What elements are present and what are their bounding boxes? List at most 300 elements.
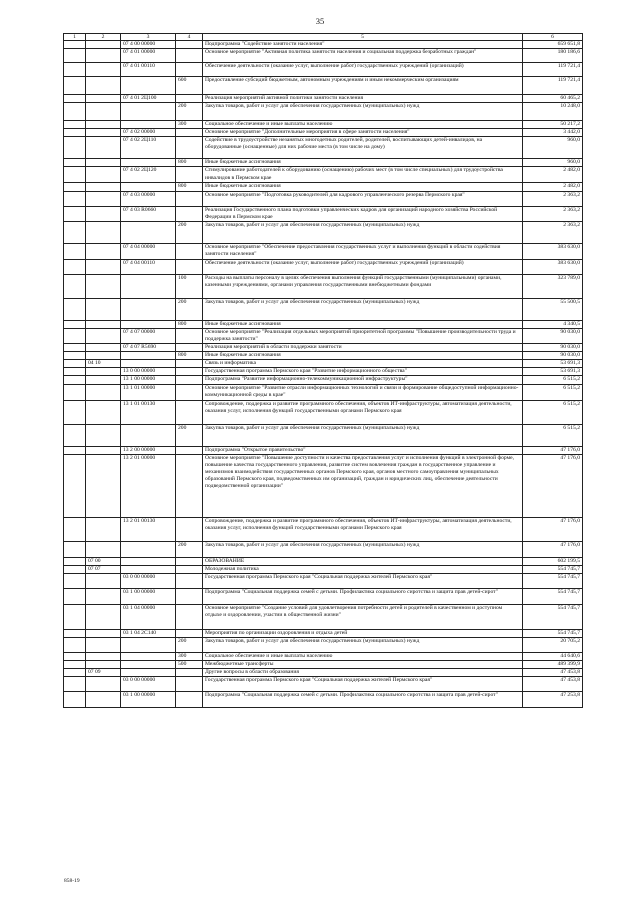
- razdel-cell: [64, 298, 86, 320]
- amount-cell: 119 721,4: [523, 63, 583, 77]
- razdel-cell: [64, 183, 86, 191]
- target-code-cell: 13 0 00 00000: [121, 368, 176, 376]
- podrazdel-cell: [86, 637, 121, 652]
- description-cell: Подпрограмма "Содействие занятости населения": [203, 41, 523, 49]
- podrazdel-cell: [86, 121, 121, 129]
- expense-type-cell: 200: [176, 424, 203, 446]
- podrazdel-cell: [86, 159, 121, 167]
- description-cell: Обеспечение деятельности (оказание услуг, выполнение работ) государственных учреждений (организаций): [203, 259, 523, 274]
- description-cell: Предоставление субсидий бюджетным, автономным учреждениям и иным некоммерческим организациям: [203, 77, 523, 95]
- description-cell: Обеспечение деятельности (оказание услуг, выполнение работ) государственных учреждений (организаций): [203, 63, 523, 77]
- table-row: [64, 565, 583, 573]
- expense-type-cell: [176, 517, 203, 541]
- podrazdel-cell: [86, 221, 121, 243]
- table-row: [64, 424, 583, 446]
- podrazdel-cell: [86, 541, 121, 557]
- razdel-cell: [64, 221, 86, 243]
- header-col-2: 2: [86, 34, 121, 41]
- description-cell: Подпрограмма "Социальная поддержка семей с детьми. Профилактика социального сиротства и защита прав детей-сирот": [203, 588, 523, 604]
- expense-type-cell: 600: [176, 77, 203, 95]
- razdel-cell: [64, 137, 86, 159]
- amount-cell: 383 630,0: [523, 259, 583, 274]
- razdel-cell: [64, 541, 86, 557]
- target-code-cell: 03 1 04 00000: [121, 604, 176, 629]
- expense-type-cell: 800: [176, 320, 203, 328]
- podrazdel-cell: [86, 677, 121, 692]
- amount-cell: 47 176,0: [523, 541, 583, 557]
- podrazdel-cell: 07 07: [86, 565, 121, 573]
- target-code-cell: [121, 424, 176, 446]
- razdel-cell: [64, 344, 86, 352]
- razdel-cell: [64, 352, 86, 360]
- expense-type-cell: [176, 49, 203, 63]
- target-code-cell: 07 4 00 00000: [121, 41, 176, 49]
- expense-type-cell: [176, 669, 203, 677]
- podrazdel-cell: [86, 517, 121, 541]
- podrazdel-cell: [86, 454, 121, 517]
- amount-cell: 2 363,2: [523, 206, 583, 221]
- razdel-cell: [64, 274, 86, 298]
- description-cell: Закупка товаров, работ и услуг для обеспечения государственных (муниципальных) нужд: [203, 637, 523, 652]
- target-code-cell: [121, 103, 176, 121]
- table-row: [64, 384, 583, 400]
- razdel-cell: [64, 320, 86, 328]
- table-row: [64, 320, 583, 328]
- description-cell: Основное мероприятие "Создание условий для удовлетворения потребности детей и родителей в качественном и доступном отдыхе и оздоровлении, участии в общественной жизни": [203, 604, 523, 629]
- amount-cell: 6 515,2: [523, 400, 583, 424]
- expense-type-cell: [176, 191, 203, 206]
- target-code-cell: 13 2 00 00000: [121, 446, 176, 454]
- amount-cell: 2 363,2: [523, 221, 583, 243]
- razdel-cell: [64, 191, 86, 206]
- podrazdel-cell: [86, 376, 121, 384]
- target-code-cell: 07 4 04 00110: [121, 259, 176, 274]
- amount-cell: 602 199,5: [523, 557, 583, 565]
- podrazdel-cell: [86, 588, 121, 604]
- target-code-cell: [121, 77, 176, 95]
- amount-cell: 554 745,7: [523, 565, 583, 573]
- amount-cell: 47 453,8: [523, 669, 583, 677]
- description-cell: Основное мероприятие "Дополнительные мероприятия в сфере занятости населения": [203, 129, 523, 137]
- amount-cell: 47 453,8: [523, 677, 583, 692]
- razdel-cell: [64, 63, 86, 77]
- expense-type-cell: [176, 400, 203, 424]
- podrazdel-cell: [86, 320, 121, 328]
- target-code-cell: [121, 320, 176, 328]
- table-row: [64, 63, 583, 77]
- target-code-cell: [121, 298, 176, 320]
- podrazdel-cell: [86, 191, 121, 206]
- description-cell: Основное мероприятие "Обеспечение предоставления государственных услуг и выполнения функций в области содействия занятости населения": [203, 243, 523, 259]
- target-code-cell: 13 1 01 00130: [121, 400, 176, 424]
- amount-cell: 53 691,3: [523, 360, 583, 368]
- expense-type-cell: [176, 137, 203, 159]
- podrazdel-cell: 07 00: [86, 557, 121, 565]
- razdel-cell: [64, 588, 86, 604]
- razdel-cell: [64, 604, 86, 629]
- expense-type-cell: [176, 206, 203, 221]
- table-row: [64, 274, 583, 298]
- table-row: [64, 344, 583, 352]
- expense-type-cell: [176, 446, 203, 454]
- expense-type-cell: [176, 384, 203, 400]
- target-code-cell: 07 4 03 00000: [121, 191, 176, 206]
- razdel-cell: [64, 121, 86, 129]
- razdel-cell: [64, 517, 86, 541]
- expense-type-cell: [176, 360, 203, 368]
- amount-cell: 3 442,0: [523, 129, 583, 137]
- table-row: [64, 41, 583, 49]
- target-code-cell: [121, 183, 176, 191]
- razdel-cell: [64, 41, 86, 49]
- amount-cell: 90 030,0: [523, 352, 583, 360]
- description-cell: Реализация мероприятий активной политики занятости населения: [203, 95, 523, 103]
- header-col-4: 4: [176, 34, 203, 41]
- amount-cell: 90 030,0: [523, 344, 583, 352]
- target-code-cell: [121, 660, 176, 668]
- table-row: [64, 259, 583, 274]
- target-code-cell: [121, 221, 176, 243]
- description-cell: Подпрограмма "Открытое правительство": [203, 446, 523, 454]
- amount-cell: 10 248,0: [523, 103, 583, 121]
- amount-cell: 554 745,7: [523, 588, 583, 604]
- description-cell: ОБРАЗОВАНИЕ: [203, 557, 523, 565]
- podrazdel-cell: [86, 274, 121, 298]
- podrazdel-cell: [86, 629, 121, 637]
- target-code-cell: [121, 669, 176, 677]
- expense-type-cell: [176, 368, 203, 376]
- expense-type-cell: [176, 259, 203, 274]
- description-cell: Иные бюджетные ассигнования: [203, 352, 523, 360]
- expense-type-cell: [176, 376, 203, 384]
- table-row: [64, 669, 583, 677]
- description-cell: Подпрограмма "Развитие информационно-телекоммуникационной инфраструктуры": [203, 376, 523, 384]
- target-code-cell: [121, 565, 176, 573]
- expense-type-cell: [176, 167, 203, 183]
- razdel-cell: [64, 328, 86, 343]
- razdel-cell: [64, 669, 86, 677]
- target-code-cell: 07 4 01 2Ц100: [121, 95, 176, 103]
- expense-type-cell: 300: [176, 652, 203, 660]
- target-code-cell: 13 2 01 00000: [121, 454, 176, 517]
- table-row: [64, 368, 583, 376]
- description-cell: Реализация мероприятий в области поддержки занятости: [203, 344, 523, 352]
- podrazdel-cell: [86, 206, 121, 221]
- razdel-cell: [64, 400, 86, 424]
- expense-type-cell: [176, 588, 203, 604]
- target-code-cell: [121, 652, 176, 660]
- description-cell: Государственная программа Пермского края "Развитие информационного общества": [203, 368, 523, 376]
- target-code-cell: [121, 360, 176, 368]
- razdel-cell: [64, 95, 86, 103]
- description-cell: Подпрограмма "Социальная поддержка семей с детьми. Профилактика социального сиротства и защита прав детей-сирот": [203, 692, 523, 708]
- description-cell: Закупка товаров, работ и услуг для обеспечения государственных (муниципальных) нужд: [203, 424, 523, 446]
- table-row: [64, 446, 583, 454]
- amount-cell: 47 253,8: [523, 692, 583, 708]
- podrazdel-cell: 07 09: [86, 669, 121, 677]
- razdel-cell: [64, 454, 86, 517]
- amount-cell: 6 515,2: [523, 376, 583, 384]
- description-cell: Основное мероприятие "Повышение доступности и качества предоставления услуг и исполнения функций в электронной форме, повышение качества государственного управления, развитие систем вовлечения граждан в государственное управление и механизмов взаимодействия государственных органов Пермского края, органов местного самоуправления муниципальных образований Пермского края, подведомственных им организаций, граждан и юридических лиц, обеспечение деятельности подведомственной организации": [203, 454, 523, 517]
- razdel-cell: [64, 565, 86, 573]
- expense-type-cell: [176, 604, 203, 629]
- expense-type-cell: [176, 41, 203, 49]
- podrazdel-cell: [86, 424, 121, 446]
- podrazdel-cell: [86, 183, 121, 191]
- description-cell: Межбюджетные трансферты: [203, 660, 523, 668]
- target-code-cell: [121, 159, 176, 167]
- table-row: [64, 183, 583, 191]
- table-row: [64, 103, 583, 121]
- table-row: [64, 206, 583, 221]
- table-row: [64, 517, 583, 541]
- amount-cell: 554 745,7: [523, 573, 583, 588]
- description-cell: Основное мероприятие "Подготовка руководителей для кадрового управленческого резерва Пермского края": [203, 191, 523, 206]
- amount-cell: 323 789,0: [523, 274, 583, 298]
- amount-cell: 960,0: [523, 137, 583, 159]
- razdel-cell: [64, 652, 86, 660]
- description-cell: Содействие в трудоустройстве незанятых многодетных родителей, родителей, воспитывающих детей-инвалидов, на оборудованные (оснащенные) для них рабочие места (в том числе на дому): [203, 137, 523, 159]
- description-cell: Закупка товаров, работ и услуг для обеспечения государственных (муниципальных) нужд: [203, 541, 523, 557]
- amount-cell: 2 482,0: [523, 183, 583, 191]
- expense-type-cell: 500: [176, 660, 203, 668]
- table-row: [64, 221, 583, 243]
- description-cell: Сопровождение, поддержка и развитие программного обеспечения, объектов ИТ-инфраструктуры, автоматизация деятельности, оказания услуг, исполнения функций государственными органами Пермского края: [203, 400, 523, 424]
- razdel-cell: [64, 446, 86, 454]
- amount-cell: 55 500,5: [523, 298, 583, 320]
- table-row: [64, 588, 583, 604]
- table-row: [64, 298, 583, 320]
- razdel-cell: [64, 660, 86, 668]
- table-row: [64, 400, 583, 424]
- expense-type-cell: 200: [176, 637, 203, 652]
- amount-cell: 489 399,9: [523, 660, 583, 668]
- razdel-cell: [64, 384, 86, 400]
- razdel-cell: [64, 206, 86, 221]
- table-row: [64, 677, 583, 692]
- podrazdel-cell: [86, 368, 121, 376]
- description-cell: Основное мероприятие "Активная политика занятости населения и социальная поддержка безработных граждан": [203, 49, 523, 63]
- description-cell: Государственная программа Пермского края "Социальная поддержка жителей Пермского края": [203, 677, 523, 692]
- expense-type-cell: 200: [176, 221, 203, 243]
- expense-type-cell: 200: [176, 541, 203, 557]
- amount-cell: 554 745,7: [523, 604, 583, 629]
- expense-type-cell: [176, 95, 203, 103]
- amount-cell: 4 340,5: [523, 320, 583, 328]
- table-row: [64, 352, 583, 360]
- podrazdel-cell: [86, 384, 121, 400]
- podrazdel-cell: [86, 103, 121, 121]
- table-row: [64, 137, 583, 159]
- podrazdel-cell: [86, 298, 121, 320]
- expense-type-cell: [176, 557, 203, 565]
- description-cell: Основное мероприятие "Реализация отдельных мероприятий приоритетной программы "Повышение производительности труда и поддержка занятости": [203, 328, 523, 343]
- description-cell: Социальное обеспечение и иные выплаты населению: [203, 652, 523, 660]
- expense-type-cell: [176, 454, 203, 517]
- description-cell: Реализация Государственного плана подготовки управленческих кадров для организаций народного хозяйства Российской Федерации в Пермском крае: [203, 206, 523, 221]
- header-col-5: 5: [203, 34, 523, 41]
- table-row: [64, 629, 583, 637]
- podrazdel-cell: [86, 137, 121, 159]
- description-cell: Сопровождение, поддержка и развитие программного обеспечения, объектов ИТ-инфраструктуры, автоматизация деятельности, оказания услуг, исполнения функций государственными органами Пермского края: [203, 517, 523, 541]
- amount-cell: 60 465,2: [523, 95, 583, 103]
- amount-cell: 6 515,2: [523, 384, 583, 400]
- amount-cell: 50 217,2: [523, 121, 583, 129]
- podrazdel-cell: [86, 446, 121, 454]
- footer-code: 858-19: [64, 878, 80, 884]
- amount-cell: 180 186,6: [523, 49, 583, 63]
- amount-cell: 47 176,0: [523, 446, 583, 454]
- amount-cell: 47 176,0: [523, 454, 583, 517]
- table-row: [64, 129, 583, 137]
- expense-type-cell: [176, 243, 203, 259]
- razdel-cell: [64, 677, 86, 692]
- target-code-cell: 07 4 07 00000: [121, 328, 176, 343]
- target-code-cell: 07 4 01 00110: [121, 63, 176, 77]
- description-cell: Молодежная политика: [203, 565, 523, 573]
- razdel-cell: [64, 49, 86, 63]
- amount-cell: 960,0: [523, 159, 583, 167]
- expense-type-cell: [176, 344, 203, 352]
- amount-cell: 20 705,2: [523, 637, 583, 652]
- target-code-cell: [121, 557, 176, 565]
- razdel-cell: [64, 243, 86, 259]
- target-code-cell: 13 1 00 00000: [121, 376, 176, 384]
- table-row: [64, 692, 583, 708]
- table-row: [64, 167, 583, 183]
- table-row: [64, 328, 583, 343]
- podrazdel-cell: [86, 652, 121, 660]
- target-code-cell: 07 4 02 2Ц110: [121, 137, 176, 159]
- amount-cell: 659 651,8: [523, 41, 583, 49]
- description-cell: Связь и информатика: [203, 360, 523, 368]
- podrazdel-cell: [86, 77, 121, 95]
- target-code-cell: 03 0 00 00000: [121, 677, 176, 692]
- expense-type-cell: [176, 565, 203, 573]
- table-row: [64, 557, 583, 565]
- description-cell: Социальное обеспечение и иные выплаты населению: [203, 121, 523, 129]
- podrazdel-cell: [86, 692, 121, 708]
- target-code-cell: 07 4 03 R0660: [121, 206, 176, 221]
- description-cell: Закупка товаров, работ и услуг для обеспечения государственных (муниципальных) нужд: [203, 298, 523, 320]
- table-row: [64, 660, 583, 668]
- razdel-cell: [64, 129, 86, 137]
- target-code-cell: 03 1 00 00000: [121, 588, 176, 604]
- amount-cell: 119 721,4: [523, 77, 583, 95]
- target-code-cell: 13 2 01 00130: [121, 517, 176, 541]
- table-row: [64, 541, 583, 557]
- description-cell: Мероприятия по организации оздоровления и отдыха детей: [203, 629, 523, 637]
- podrazdel-cell: [86, 604, 121, 629]
- description-cell: Иные бюджетные ассигнования: [203, 320, 523, 328]
- podrazdel-cell: [86, 49, 121, 63]
- table-row: [64, 77, 583, 95]
- table-row: [64, 604, 583, 629]
- amount-cell: 47 176,0: [523, 517, 583, 541]
- target-code-cell: 03 0 00 00000: [121, 573, 176, 588]
- target-code-cell: 07 4 02 2Ц120: [121, 167, 176, 183]
- expense-type-cell: 200: [176, 298, 203, 320]
- expense-type-cell: [176, 677, 203, 692]
- description-cell: Иные бюджетные ассигнования: [203, 159, 523, 167]
- razdel-cell: [64, 376, 86, 384]
- podrazdel-cell: 04 10: [86, 360, 121, 368]
- expense-type-cell: 100: [176, 274, 203, 298]
- amount-cell: 2 363,2: [523, 191, 583, 206]
- description-cell: Другие вопросы в области образования: [203, 669, 523, 677]
- podrazdel-cell: [86, 328, 121, 343]
- header-col-3: 3: [121, 34, 176, 41]
- podrazdel-cell: [86, 400, 121, 424]
- target-code-cell: [121, 274, 176, 298]
- expense-type-cell: [176, 629, 203, 637]
- target-code-cell: 13 1 01 00000: [121, 384, 176, 400]
- razdel-cell: [64, 637, 86, 652]
- expense-type-cell: 200: [176, 103, 203, 121]
- razdel-cell: [64, 77, 86, 95]
- expense-type-cell: [176, 692, 203, 708]
- target-code-cell: 07 4 04 00000: [121, 243, 176, 259]
- description-cell: Закупка товаров, работ и услуг для обеспечения государственных (муниципальных) нужд: [203, 221, 523, 243]
- budget-table: [63, 33, 583, 708]
- razdel-cell: [64, 573, 86, 588]
- table-row: [64, 243, 583, 259]
- table-row: [64, 121, 583, 129]
- expense-type-cell: 800: [176, 183, 203, 191]
- amount-cell: 554 745,7: [523, 629, 583, 637]
- expense-type-cell: [176, 573, 203, 588]
- amount-cell: 53 691,3: [523, 368, 583, 376]
- description-cell: Закупка товаров, работ и услуг для обеспечения государственных (муниципальных) нужд: [203, 103, 523, 121]
- description-cell: Основное мероприятие "Развитие отрасли информационных технологий и связи и формирование общедоступной информационно-коммуникационной среды в крае": [203, 384, 523, 400]
- podrazdel-cell: [86, 167, 121, 183]
- expense-type-cell: 800: [176, 159, 203, 167]
- podrazdel-cell: [86, 259, 121, 274]
- amount-cell: 44 640,6: [523, 652, 583, 660]
- target-code-cell: 07 4 02 00000: [121, 129, 176, 137]
- description-cell: Иные бюджетные ассигнования: [203, 183, 523, 191]
- target-code-cell: 07 4 07 R5690: [121, 344, 176, 352]
- amount-cell: 90 030,0: [523, 328, 583, 343]
- podrazdel-cell: [86, 243, 121, 259]
- podrazdel-cell: [86, 95, 121, 103]
- razdel-cell: [64, 167, 86, 183]
- table-row: [64, 49, 583, 63]
- podrazdel-cell: [86, 660, 121, 668]
- expense-type-cell: [176, 129, 203, 137]
- target-code-cell: 07 4 01 00000: [121, 49, 176, 63]
- razdel-cell: [64, 557, 86, 565]
- description-cell: Расходы на выплаты персоналу в целях обеспечения выполнения функций государственными (муниципальными) органами, казенными учреждениями, органами управления государственными внебюджетными фондами: [203, 274, 523, 298]
- target-code-cell: [121, 121, 176, 129]
- description-cell: Стимулирование работодателей к оборудованию (оснащению) рабочих мест (в том числе специальных) для трудоустройства инвалидов в Пермском крае: [203, 167, 523, 183]
- razdel-cell: [64, 368, 86, 376]
- target-code-cell: [121, 352, 176, 360]
- target-code-cell: 03 1 00 00000: [121, 692, 176, 708]
- table-row: [64, 573, 583, 588]
- table-row: [64, 376, 583, 384]
- expense-type-cell: [176, 63, 203, 77]
- amount-cell: 6 515,2: [523, 424, 583, 446]
- table-row: [64, 95, 583, 103]
- razdel-cell: [64, 360, 86, 368]
- expense-type-cell: 300: [176, 121, 203, 129]
- razdel-cell: [64, 692, 86, 708]
- target-code-cell: 03 1 04 2С140: [121, 629, 176, 637]
- header-col-6: 6: [523, 34, 583, 41]
- target-code-cell: [121, 541, 176, 557]
- header-number-row: [64, 34, 583, 41]
